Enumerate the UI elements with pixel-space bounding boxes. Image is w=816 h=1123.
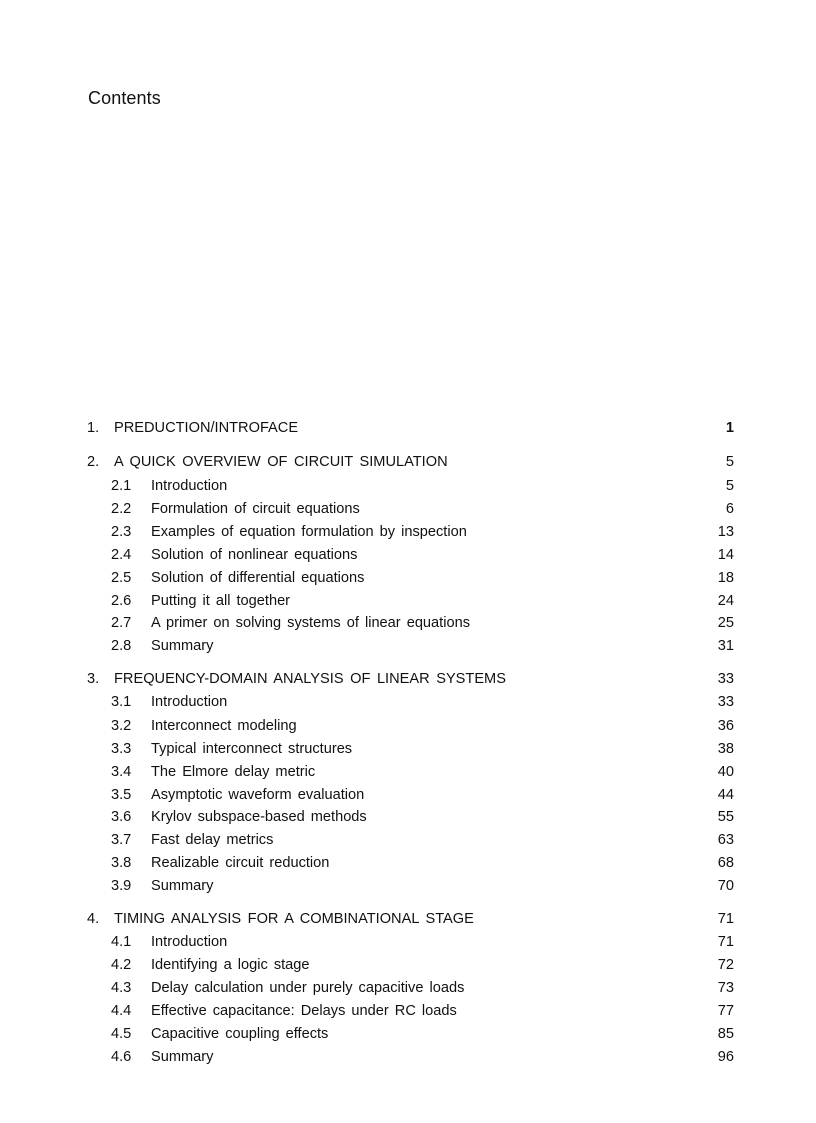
section-number: 3.4	[111, 764, 132, 780]
section-number: 3.9	[111, 878, 132, 894]
toc-section-3-2[interactable]	[0, 716, 816, 736]
section-number: 4.1	[111, 934, 132, 950]
section-title: Formulation of circuit equations	[151, 501, 360, 517]
section-title: A primer on solving systems of linear equations	[151, 615, 470, 631]
page-number: 55	[717, 809, 734, 825]
section-number: 3.1	[111, 694, 132, 710]
chapter-number: 1.	[87, 420, 100, 436]
section-number: 2.8	[111, 638, 132, 654]
toc-section-4-1[interactable]	[0, 932, 816, 952]
page-number: 13	[717, 524, 734, 540]
section-number: 2.3	[111, 524, 132, 540]
section-title: Introduction	[151, 934, 228, 950]
section-title: Realizable circuit reduction	[151, 855, 330, 871]
toc-section-3-7[interactable]	[0, 830, 816, 850]
chapter-number: 2.	[87, 454, 100, 470]
section-number: 3.6	[111, 809, 132, 825]
toc-section-2-1[interactable]	[0, 476, 816, 496]
section-number: 2.2	[111, 501, 132, 517]
toc-section-3-9[interactable]	[0, 876, 816, 896]
page-number: 73	[717, 980, 734, 996]
chapter-title: PREDUCTION/INTROFACE	[114, 420, 299, 436]
toc-chapter-2[interactable]	[0, 452, 816, 472]
section-title: Identifying a logic stage	[151, 957, 310, 973]
toc-section-3-6[interactable]	[0, 807, 816, 827]
toc-section-3-5[interactable]	[0, 785, 816, 805]
toc-section-4-2[interactable]	[0, 955, 816, 975]
section-number: 2.4	[111, 547, 132, 563]
section-title: The Elmore delay metric	[151, 764, 316, 780]
toc-chapter-4[interactable]	[0, 909, 816, 929]
section-number: 2.5	[111, 570, 132, 586]
toc-section-2-8[interactable]	[0, 636, 816, 656]
section-number: 4.2	[111, 957, 132, 973]
section-number: 4.3	[111, 980, 132, 996]
page-number: 18	[717, 570, 734, 586]
chapter-number: 4.	[87, 911, 100, 927]
section-title: Putting it all together	[151, 593, 291, 609]
chapter-title: FREQUENCY-DOMAIN ANALYSIS OF LINEAR SYSTEMS	[114, 671, 506, 687]
page-number: 96	[717, 1049, 734, 1065]
toc-section-3-3[interactable]	[0, 739, 816, 759]
section-number: 4.6	[111, 1049, 132, 1065]
section-title: Typical interconnect structures	[151, 741, 353, 757]
toc-section-2-3[interactable]	[0, 522, 816, 542]
section-number: 4.5	[111, 1026, 132, 1042]
page-number: 33	[717, 671, 734, 687]
section-title: Capacitive coupling effects	[151, 1026, 329, 1042]
page-number: 68	[717, 855, 734, 871]
toc-section-4-4[interactable]	[0, 1001, 816, 1021]
toc-section-3-1[interactable]	[0, 692, 816, 712]
toc-section-3-4[interactable]	[0, 762, 816, 782]
toc-section-2-6[interactable]	[0, 591, 816, 611]
section-number: 3.2	[111, 718, 132, 734]
page-number: 44	[717, 787, 734, 803]
toc-section-2-4[interactable]	[0, 545, 816, 565]
page-number: 70	[717, 878, 734, 894]
page-number: 33	[717, 694, 734, 710]
toc-section-2-5[interactable]	[0, 568, 816, 588]
section-title: Summary	[151, 1049, 214, 1065]
toc-chapter-1[interactable]	[0, 418, 816, 438]
section-title: Summary	[151, 638, 214, 654]
section-title: Fast delay metrics	[151, 832, 274, 848]
page-number: 5	[725, 454, 734, 470]
page-title: Contents	[88, 88, 161, 108]
page-number: 6	[725, 501, 734, 517]
page-number: 71	[717, 911, 734, 927]
section-title: Introduction	[151, 694, 228, 710]
section-number: 2.1	[111, 478, 132, 494]
toc-section-4-6[interactable]	[0, 1047, 816, 1067]
toc-section-2-2[interactable]	[0, 499, 816, 519]
page-number: 38	[717, 741, 734, 757]
section-title: Solution of nonlinear equations	[151, 547, 358, 563]
page-number: 63	[717, 832, 734, 848]
page-number: 14	[717, 547, 734, 563]
toc-section-2-7[interactable]	[0, 613, 816, 633]
page-number: 77	[717, 1003, 734, 1019]
page-number: 1	[725, 420, 734, 436]
section-title: Examples of equation formulation by inspection	[151, 524, 467, 540]
chapter-title: A QUICK OVERVIEW OF CIRCUIT SIMULATION	[114, 454, 448, 470]
section-title: Solution of differential equations	[151, 570, 365, 586]
page-number: 25	[717, 615, 734, 631]
chapter-title: TIMING ANALYSIS FOR A COMBINATIONAL STAGE	[114, 911, 474, 927]
page-number: 5	[725, 478, 734, 494]
page-number: 24	[717, 593, 734, 609]
section-number: 3.5	[111, 787, 132, 803]
page-number: 71	[717, 934, 734, 950]
section-title: Summary	[151, 878, 214, 894]
page-number: 40	[717, 764, 734, 780]
toc-section-3-8[interactable]	[0, 853, 816, 873]
chapter-number: 3.	[87, 671, 100, 687]
section-title: Asymptotic waveform evaluation	[151, 787, 365, 803]
page-number: 72	[717, 957, 734, 973]
section-number: 2.6	[111, 593, 132, 609]
section-title: Delay calculation under purely capacitive loads	[151, 980, 465, 996]
section-title: Effective capacitance: Delays under RC loads	[151, 1003, 457, 1019]
toc-section-4-3[interactable]	[0, 978, 816, 998]
page-number: 31	[717, 638, 734, 654]
section-title: Interconnect modeling	[151, 718, 297, 734]
section-number: 3.8	[111, 855, 132, 871]
section-title: Introduction	[151, 478, 228, 494]
page-number: 36	[717, 718, 734, 734]
page-number: 85	[717, 1026, 734, 1042]
section-title: Krylov subspace-based methods	[151, 809, 367, 825]
section-number: 4.4	[111, 1003, 132, 1019]
section-number: 3.7	[111, 832, 132, 848]
toc-section-4-5[interactable]	[0, 1024, 816, 1044]
section-number: 2.7	[111, 615, 132, 631]
section-number: 3.3	[111, 741, 132, 757]
toc-chapter-3[interactable]	[0, 669, 816, 689]
